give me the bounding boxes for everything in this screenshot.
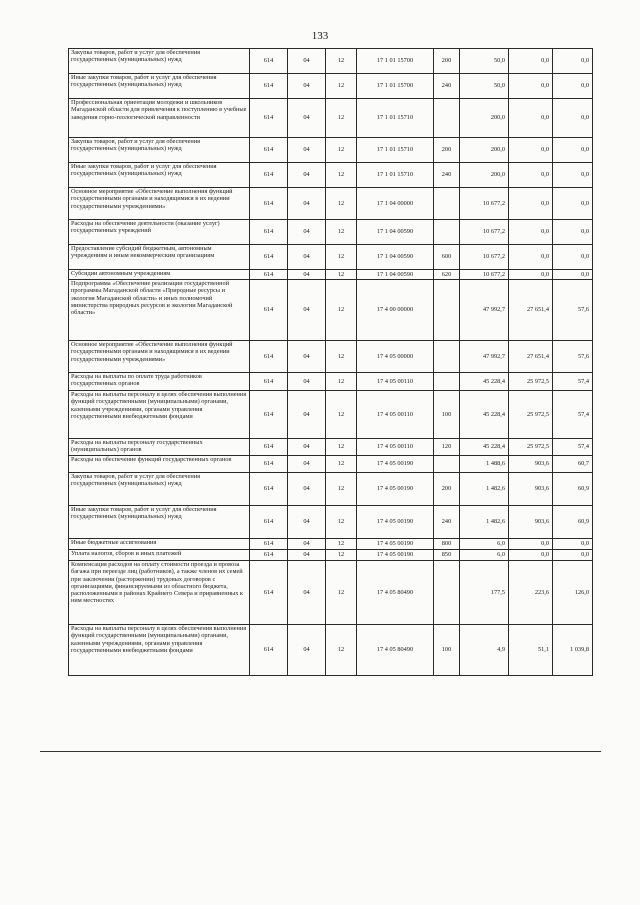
table-row <box>69 49 593 74</box>
section-code: 04 <box>288 373 326 391</box>
section-code: 04 <box>288 561 326 625</box>
section-code: 04 <box>288 625 326 676</box>
subsection-code: 12 <box>326 539 357 550</box>
planned-amount: 1 482,6 <box>460 473 509 506</box>
item-name: Расходы на выплаты персоналу в целях обеспечения выполнения функций государственными (муниципальными) органами, казенными учреждениями, органами управления государственными внебюджетными фондами <box>69 625 250 676</box>
subsection-code: 12 <box>326 456 357 473</box>
item-name: Иные бюджетные ассигнования <box>69 539 250 550</box>
planned-amount: 200,0 <box>460 163 509 188</box>
ministry-code: 614 <box>250 270 288 280</box>
executed-amount: 25 972,5 <box>509 373 553 391</box>
expense-type-code: 200 <box>434 473 460 506</box>
execution-percent: 0,0 <box>553 245 593 270</box>
item-name: Закупка товаров, работ и услуг для обеспечения государственных (муниципальных) нужд <box>69 49 250 74</box>
target-item-code: 17 1 04 00590 <box>357 270 434 280</box>
section-code: 04 <box>288 163 326 188</box>
executed-amount: 0,0 <box>509 188 553 220</box>
subsection-code: 12 <box>326 163 357 188</box>
subsection-code: 12 <box>326 280 357 341</box>
table-row <box>69 506 593 539</box>
target-item-code: 17 4 05 00110 <box>357 373 434 391</box>
target-item-code: 17 4 05 80490 <box>357 625 434 676</box>
executed-amount: 0,0 <box>509 49 553 74</box>
subsection-code: 12 <box>326 341 357 373</box>
bottom-rule <box>40 751 601 752</box>
execution-percent: 0,0 <box>553 220 593 245</box>
execution-percent: 57,4 <box>553 373 593 391</box>
target-item-code: 17 4 05 00190 <box>357 456 434 473</box>
planned-amount: 45 228,4 <box>460 439 509 456</box>
expense-type-code: 240 <box>434 74 460 99</box>
item-name: Основное мероприятие «Обеспечение выполнения функций государственными органами и находящимися в их ведении государственными учреждениями» <box>69 188 250 220</box>
subsection-code: 12 <box>326 473 357 506</box>
expense-type-code: 620 <box>434 270 460 280</box>
ministry-code: 614 <box>250 391 288 439</box>
expense-type-code <box>434 280 460 341</box>
subsection-code: 12 <box>326 99 357 138</box>
executed-amount: 27 651,4 <box>509 280 553 341</box>
subsection-code: 12 <box>326 245 357 270</box>
executed-amount: 0,0 <box>509 270 553 280</box>
expense-type-code: 100 <box>434 391 460 439</box>
table-row <box>69 539 593 550</box>
executed-amount: 903,6 <box>509 473 553 506</box>
target-item-code: 17 1 04 00000 <box>357 188 434 220</box>
planned-amount: 10 677,2 <box>460 270 509 280</box>
table-row <box>69 550 593 561</box>
expense-type-code <box>434 373 460 391</box>
item-name: Субсидии автономным учреждениям <box>69 270 250 280</box>
executed-amount: 0,0 <box>509 245 553 270</box>
ministry-code: 614 <box>250 373 288 391</box>
execution-percent: 0,0 <box>553 270 593 280</box>
planned-amount: 1 482,6 <box>460 506 509 539</box>
section-code: 04 <box>288 74 326 99</box>
item-name: Иные закупки товаров, работ и услуг для обеспечения государственных (муниципальных) нужд <box>69 163 250 188</box>
item-name: Расходы на обеспечение деятельности (оказание услуг) государственных учреждений <box>69 220 250 245</box>
planned-amount: 200,0 <box>460 99 509 138</box>
section-code: 04 <box>288 341 326 373</box>
execution-percent: 0,0 <box>553 188 593 220</box>
subsection-code: 12 <box>326 391 357 439</box>
item-name: Подпрограмма «Обеспечение реализации государственной программы Магаданской области «Природные ресурсы и экология Магаданской области» и иных полномочий министерства природных ресурсов и экологии Магаданской области» <box>69 280 250 341</box>
executed-amount: 0,0 <box>509 99 553 138</box>
section-code: 04 <box>288 188 326 220</box>
planned-amount: 45 228,4 <box>460 391 509 439</box>
planned-amount: 45 228,4 <box>460 373 509 391</box>
table-row <box>69 373 593 391</box>
executed-amount: 0,0 <box>509 163 553 188</box>
subsection-code: 12 <box>326 49 357 74</box>
ministry-code: 614 <box>250 439 288 456</box>
expense-type-code <box>434 456 460 473</box>
planned-amount: 4,9 <box>460 625 509 676</box>
expense-type-code: 200 <box>434 49 460 74</box>
execution-percent: 60,9 <box>553 506 593 539</box>
executed-amount: 25 972,5 <box>509 391 553 439</box>
planned-amount: 10 677,2 <box>460 245 509 270</box>
expense-type-code: 200 <box>434 138 460 163</box>
table-row <box>69 220 593 245</box>
execution-percent: 126,0 <box>553 561 593 625</box>
target-item-code: 17 1 01 15710 <box>357 163 434 188</box>
table-row <box>69 341 593 373</box>
table-row <box>69 439 593 456</box>
section-code: 04 <box>288 539 326 550</box>
table-row <box>69 391 593 439</box>
item-name: Расходы на обеспечение функций государственных органов <box>69 456 250 473</box>
execution-percent: 0,0 <box>553 99 593 138</box>
planned-amount: 50,0 <box>460 49 509 74</box>
item-name: Профессиональная ориентация молодежи и школьников Магаданской области для привлечения к поступлению в учебные заведения горно-геологической направленности <box>69 99 250 138</box>
expense-type-code: 240 <box>434 506 460 539</box>
table-row <box>69 74 593 99</box>
ministry-code: 614 <box>250 561 288 625</box>
section-code: 04 <box>288 99 326 138</box>
ministry-code: 614 <box>250 49 288 74</box>
executed-amount: 0,0 <box>509 220 553 245</box>
executed-amount: 51,1 <box>509 625 553 676</box>
planned-amount: 1 488,6 <box>460 456 509 473</box>
subsection-code: 12 <box>326 220 357 245</box>
section-code: 04 <box>288 550 326 561</box>
ministry-code: 614 <box>250 341 288 373</box>
target-item-code: 17 4 05 00190 <box>357 550 434 561</box>
ministry-code: 614 <box>250 74 288 99</box>
subsection-code: 12 <box>326 506 357 539</box>
table-row <box>69 163 593 188</box>
subsection-code: 12 <box>326 625 357 676</box>
table-row <box>69 456 593 473</box>
target-item-code: 17 4 05 00000 <box>357 341 434 373</box>
target-item-code: 17 1 01 15700 <box>357 49 434 74</box>
section-code: 04 <box>288 391 326 439</box>
execution-percent: 1 039,8 <box>553 625 593 676</box>
expense-type-code <box>434 561 460 625</box>
item-name: Закупка товаров, работ и услуг для обеспечения государственных (муниципальных) нужд <box>69 138 250 163</box>
subsection-code: 12 <box>326 138 357 163</box>
section-code: 04 <box>288 280 326 341</box>
ministry-code: 614 <box>250 280 288 341</box>
item-name: Компенсация расходов на оплату стоимости проезда и провоза багажа при переезде лиц (работников), а также членов их семей при заключении (расторжении) трудовых договоров с организациями, финансируемыми из областного бюджета, расположенными в районах Крайнего Севера и приравненных к ним местностях <box>69 561 250 625</box>
executed-amount: 903,6 <box>509 506 553 539</box>
expense-type-code: 240 <box>434 163 460 188</box>
ministry-code: 614 <box>250 473 288 506</box>
section-code: 04 <box>288 220 326 245</box>
execution-percent: 0,0 <box>553 138 593 163</box>
item-name: Иные закупки товаров, работ и услуг для обеспечения государственных (муниципальных) нужд <box>69 506 250 539</box>
target-item-code: 17 4 05 00190 <box>357 506 434 539</box>
item-name: Основное мероприятие «Обеспечение выполнения функций государственными органами и находящимися в их ведении государственными учреждениями» <box>69 341 250 373</box>
expense-type-code <box>434 99 460 138</box>
execution-percent: 0,0 <box>553 74 593 99</box>
executed-amount: 0,0 <box>509 550 553 561</box>
execution-percent: 0,0 <box>553 539 593 550</box>
item-name: Расходы на выплаты по оплате труда работников государственных органов <box>69 373 250 391</box>
target-item-code: 17 4 00 00000 <box>357 280 434 341</box>
item-name: Иные закупки товаров, работ и услуг для обеспечения государственных (муниципальных) нужд <box>69 74 250 99</box>
item-name: Расходы на выплаты персоналу в целях обеспечения выполнения функций государственными (муниципальными) органами, казенными учреждениями, органами управления государственными внебюджетными фондами <box>69 391 250 439</box>
table-row <box>69 138 593 163</box>
execution-percent: 0,0 <box>553 550 593 561</box>
section-code: 04 <box>288 439 326 456</box>
expense-type-code: 120 <box>434 439 460 456</box>
table-row <box>69 245 593 270</box>
execution-percent: 60,7 <box>553 456 593 473</box>
item-name: Предоставление субсидий бюджетным, автономным учреждениям и иным некоммерческим организациям <box>69 245 250 270</box>
ministry-code: 614 <box>250 625 288 676</box>
section-code: 04 <box>288 473 326 506</box>
ministry-code: 614 <box>250 188 288 220</box>
target-item-code: 17 4 05 00190 <box>357 473 434 506</box>
expense-type-code <box>434 341 460 373</box>
page-number: 133 <box>311 30 329 42</box>
target-item-code: 17 4 05 00110 <box>357 391 434 439</box>
section-code: 04 <box>288 270 326 280</box>
subsection-code: 12 <box>326 550 357 561</box>
target-item-code: 17 4 05 80490 <box>357 561 434 625</box>
ministry-code: 614 <box>250 138 288 163</box>
table-row <box>69 270 593 280</box>
ministry-code: 614 <box>250 550 288 561</box>
ministry-code: 614 <box>250 539 288 550</box>
subsection-code: 12 <box>326 74 357 99</box>
planned-amount: 6,0 <box>460 539 509 550</box>
expense-type-code: 800 <box>434 539 460 550</box>
target-item-code: 17 4 05 00110 <box>357 439 434 456</box>
planned-amount: 200,0 <box>460 138 509 163</box>
executed-amount: 0,0 <box>509 74 553 99</box>
executed-amount: 0,0 <box>509 539 553 550</box>
execution-percent: 0,0 <box>553 49 593 74</box>
item-name: Закупка товаров, работ и услуг для обеспечения государственных (муниципальных) нужд <box>69 473 250 506</box>
section-code: 04 <box>288 245 326 270</box>
executed-amount: 0,0 <box>509 138 553 163</box>
execution-percent: 0,0 <box>553 163 593 188</box>
ministry-code: 614 <box>250 456 288 473</box>
budget-table-body <box>69 49 593 676</box>
executed-amount: 223,6 <box>509 561 553 625</box>
target-item-code: 17 1 01 15700 <box>357 74 434 99</box>
planned-amount: 47 992,7 <box>460 280 509 341</box>
expense-type-code <box>434 188 460 220</box>
section-code: 04 <box>288 506 326 539</box>
target-item-code: 17 1 01 15710 <box>357 138 434 163</box>
executed-amount: 25 972,5 <box>509 439 553 456</box>
ministry-code: 614 <box>250 220 288 245</box>
ministry-code: 614 <box>250 245 288 270</box>
table-row <box>69 99 593 138</box>
subsection-code: 12 <box>326 439 357 456</box>
table-row <box>69 625 593 676</box>
ministry-code: 614 <box>250 163 288 188</box>
section-code: 04 <box>288 49 326 74</box>
ministry-code: 614 <box>250 506 288 539</box>
table-row <box>69 473 593 506</box>
planned-amount: 10 677,2 <box>460 220 509 245</box>
planned-amount: 10 677,2 <box>460 188 509 220</box>
planned-amount: 47 992,7 <box>460 341 509 373</box>
target-item-code: 17 4 05 00190 <box>357 539 434 550</box>
target-item-code: 17 1 01 15710 <box>357 99 434 138</box>
table-row <box>69 561 593 625</box>
ministry-code: 614 <box>250 99 288 138</box>
execution-percent: 57,6 <box>553 341 593 373</box>
expense-type-code: 100 <box>434 625 460 676</box>
planned-amount: 6,0 <box>460 550 509 561</box>
execution-percent: 57,4 <box>553 391 593 439</box>
table-row <box>69 188 593 220</box>
target-item-code: 17 1 04 00590 <box>357 245 434 270</box>
budget-table <box>68 48 593 676</box>
executed-amount: 27 651,4 <box>509 341 553 373</box>
subsection-code: 12 <box>326 188 357 220</box>
subsection-code: 12 <box>326 270 357 280</box>
expense-type-code: 850 <box>434 550 460 561</box>
expense-type-code <box>434 220 460 245</box>
execution-percent: 57,4 <box>553 439 593 456</box>
table-row <box>69 280 593 341</box>
executed-amount: 903,6 <box>509 456 553 473</box>
section-code: 04 <box>288 456 326 473</box>
planned-amount: 177,5 <box>460 561 509 625</box>
subsection-code: 12 <box>326 373 357 391</box>
item-name: Уплата налогов, сборов и иных платежей <box>69 550 250 561</box>
expense-type-code: 600 <box>434 245 460 270</box>
item-name: Расходы на выплаты персоналу государственных (муниципальных) органов <box>69 439 250 456</box>
target-item-code: 17 1 04 00590 <box>357 220 434 245</box>
execution-percent: 57,6 <box>553 280 593 341</box>
section-code: 04 <box>288 138 326 163</box>
execution-percent: 60,9 <box>553 473 593 506</box>
planned-amount: 50,0 <box>460 74 509 99</box>
subsection-code: 12 <box>326 561 357 625</box>
